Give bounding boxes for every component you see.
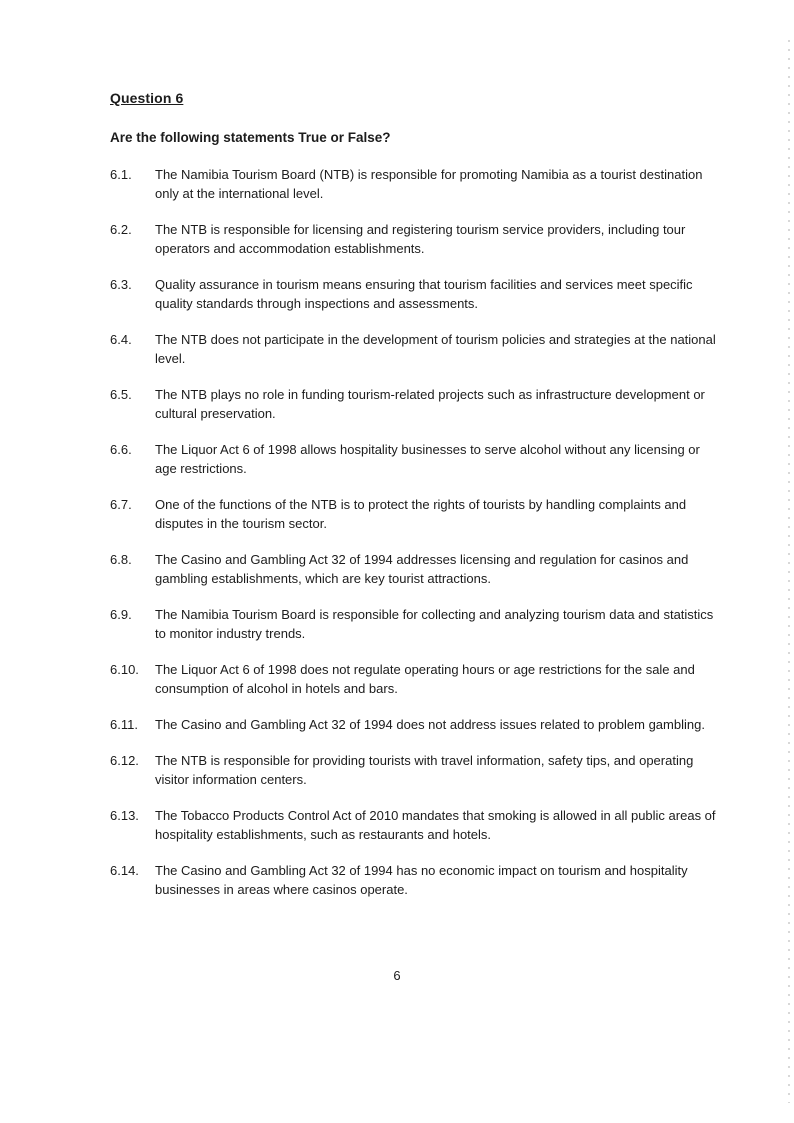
statement-item: [110, 806, 724, 844]
statement-item: [110, 220, 724, 258]
statement-text: The Casino and Gambling Act 32 of 1994 does not address issues related to problem gambling.: [155, 717, 705, 732]
statement-text: The Tobacco Products Control Act of 2010 mandates that smoking is allowed in all public areas of hospitality establishments, such as restaurants and hotels.: [155, 808, 716, 842]
statement-text: The Liquor Act 6 of 1998 does not regulate operating hours or age restrictions for the sale and consumption of alcohol in hotels and bars.: [155, 662, 695, 696]
scan-artifact-line: [788, 40, 790, 1103]
statement-item: [110, 275, 724, 313]
statement-number: 6.14.: [110, 863, 139, 878]
statement-text: One of the functions of the NTB is to protect the rights of tourists by handling complaints and disputes in the tourism sector.: [155, 497, 687, 531]
statement-item: [110, 751, 724, 789]
statement-item: [110, 495, 724, 533]
statement-item: [110, 715, 724, 734]
statement-item: [110, 330, 724, 368]
statement-item: [110, 440, 724, 478]
statement-number: 6.6.: [110, 442, 132, 457]
statement-number: 6.10.: [110, 662, 139, 677]
statement-item: [110, 660, 724, 698]
statement-text: The Casino and Gambling Act 32 of 1994 addresses licensing and regulation for casinos and gambling establishments, which are key tourist attractions.: [155, 552, 689, 586]
page-number: 6: [393, 968, 401, 983]
statement-number: 6.3.: [110, 277, 132, 292]
statement-item: [110, 385, 724, 423]
statement-text: The NTB is responsible for providing tourists with travel information, safety tips, and operating visitor information centers.: [155, 753, 694, 787]
statement-item: [110, 165, 724, 203]
statement-number: 6.11.: [110, 717, 138, 732]
statement-item: [110, 861, 724, 899]
statement-text: The NTB plays no role in funding tourism-related projects such as infrastructure development or cultural preservation.: [155, 387, 705, 421]
statement-text: The Liquor Act 6 of 1998 allows hospitality businesses to serve alcohol without any licensing or age restrictions.: [155, 442, 700, 476]
statement-number: 6.4.: [110, 332, 132, 347]
statement-item: [110, 605, 724, 643]
question-heading: Question 6: [110, 90, 184, 106]
statement-text: The NTB does not participate in the development of tourism policies and strategies at the national level.: [155, 332, 716, 366]
statement-text: The Namibia Tourism Board (NTB) is responsible for promoting Namibia as a tourist destination only at the international level.: [155, 167, 703, 201]
statement-text: The NTB is responsible for licensing and registering tourism service providers, including tour operators and accommodation establishments.: [155, 222, 686, 256]
statement-text: The Namibia Tourism Board is responsible for collecting and analyzing tourism data and statistics to monitor industry trends.: [155, 607, 714, 641]
statement-number: 6.5.: [110, 387, 132, 402]
statement-number: 6.1.: [110, 167, 132, 182]
statement-text: Quality assurance in tourism means ensuring that tourism facilities and services meet specific quality standards through inspections and assessments.: [155, 277, 693, 311]
statement-list: [110, 165, 724, 899]
statement-number: 6.13.: [110, 808, 139, 823]
statement-number: 6.12.: [110, 753, 139, 768]
statement-text: The Casino and Gambling Act 32 of 1994 has no economic impact on tourism and hospitality businesses in areas where casinos operate.: [155, 863, 688, 897]
page-content: [110, 90, 724, 899]
statement-number: 6.7.: [110, 497, 132, 512]
question-instruction: Are the following statements True or False?: [110, 130, 391, 145]
statement-item: [110, 550, 724, 588]
statement-number: 6.9.: [110, 607, 132, 622]
statement-number: 6.2.: [110, 222, 132, 237]
statement-number: 6.8.: [110, 552, 132, 567]
